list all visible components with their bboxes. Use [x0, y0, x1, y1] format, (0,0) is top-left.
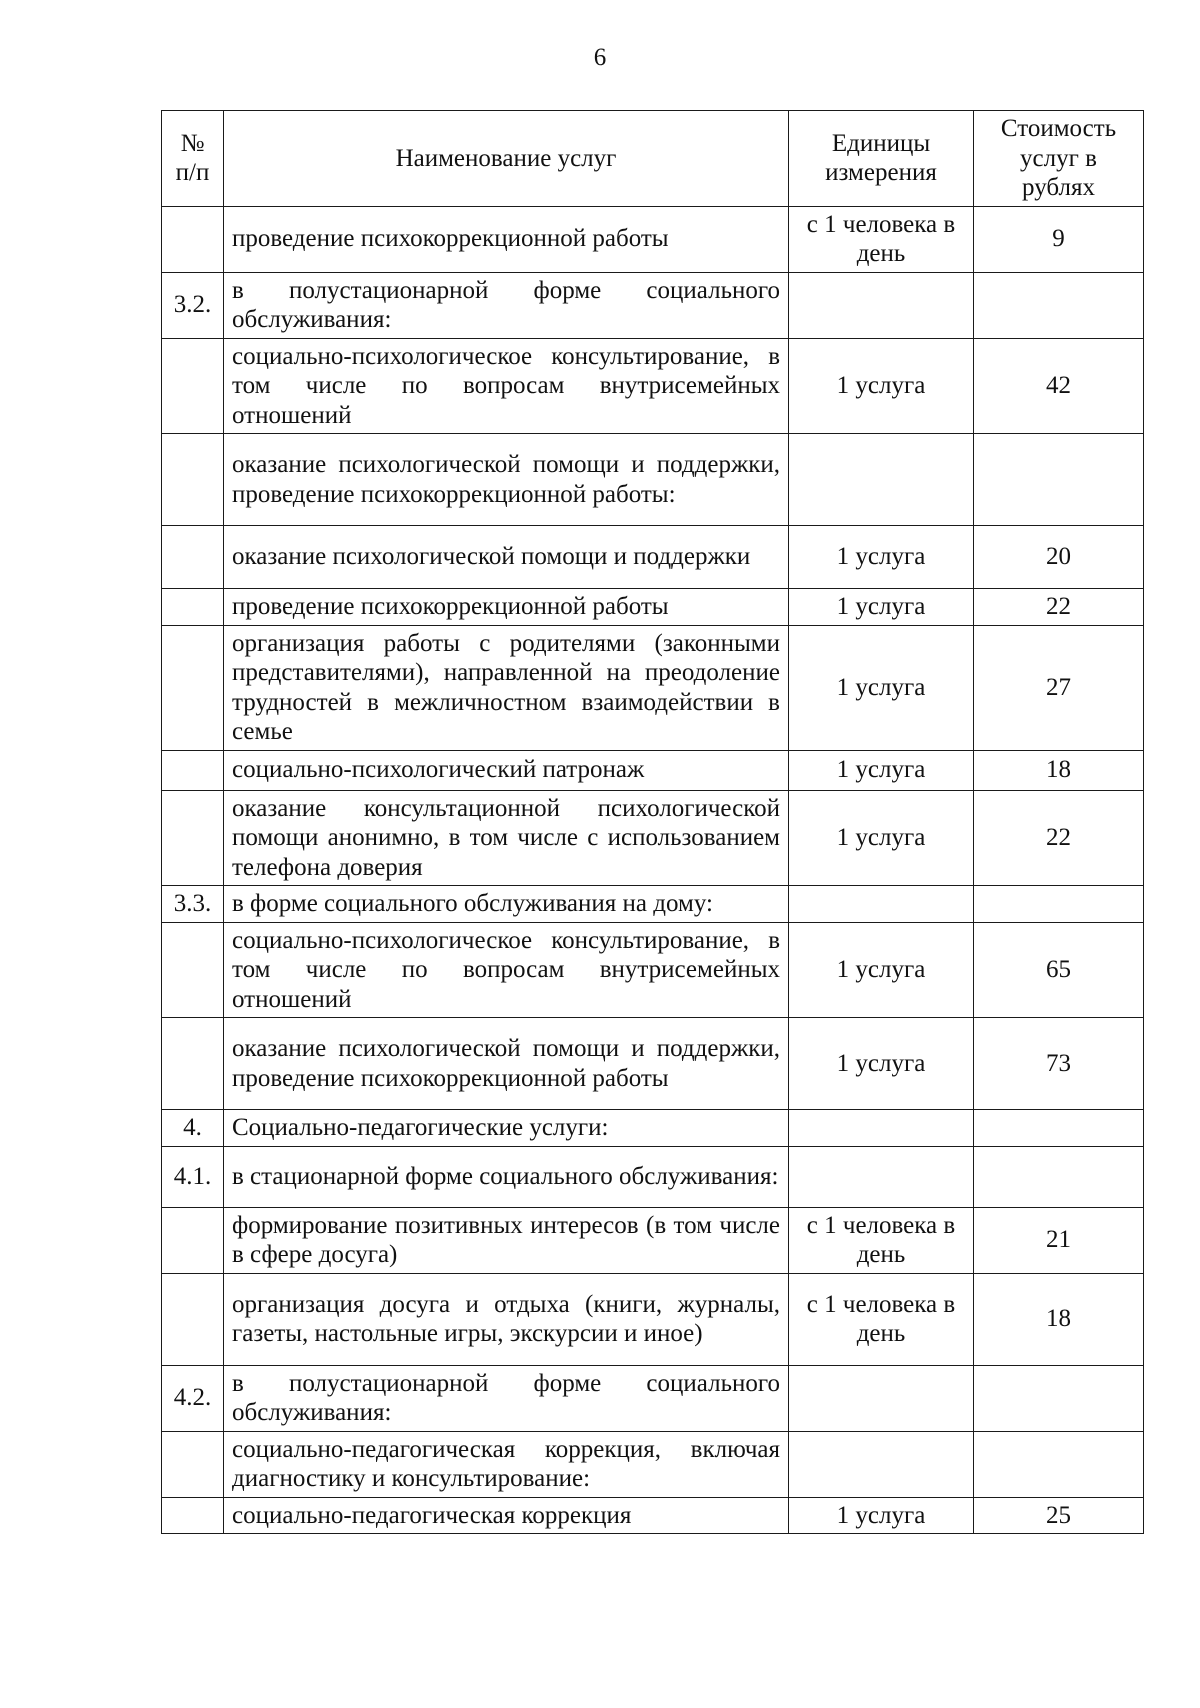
- unit-cell: с 1 человека в день: [789, 206, 974, 272]
- unit-cell: с 1 человека в день: [789, 1207, 974, 1273]
- table-row: [162, 1207, 1144, 1273]
- service-name-cell: оказание психологической помощи и поддержки, проведение психокоррекционной работы: [224, 1018, 789, 1110]
- cost-cell: [974, 272, 1144, 338]
- page-number: 6: [593, 44, 607, 71]
- cost-cell: 42: [974, 338, 1144, 434]
- unit-cell: [789, 1146, 974, 1207]
- service-name-cell: социально-педагогическая коррекция, включая диагностику и консультирование:: [224, 1431, 789, 1497]
- cost-cell: [974, 1431, 1144, 1497]
- row-number-cell: [162, 338, 224, 434]
- header-cost: Стоимость услуг в рублях: [974, 111, 1144, 207]
- cost-cell: 22: [974, 589, 1144, 626]
- table-row: [162, 1365, 1144, 1431]
- table-row: [162, 434, 1144, 526]
- unit-cell: 1 услуга: [789, 526, 974, 589]
- service-name-cell: социально-психологический патронаж: [224, 750, 789, 790]
- cost-cell: 20: [974, 526, 1144, 589]
- unit-cell: [789, 272, 974, 338]
- cost-cell: [974, 1146, 1144, 1207]
- row-number-cell: [162, 589, 224, 626]
- header-row: [162, 111, 1144, 207]
- row-number-cell: [162, 1273, 224, 1365]
- row-number-cell: [162, 1497, 224, 1534]
- service-name-cell: в полустационарной форме социального обслуживания:: [224, 1365, 789, 1431]
- row-number-cell: [162, 206, 224, 272]
- table-row: [162, 526, 1144, 589]
- table-row: [162, 272, 1144, 338]
- table-row: [162, 1497, 1144, 1534]
- row-number-cell: 3.3.: [162, 886, 224, 923]
- header-service-name: Наименование услуг: [224, 111, 789, 207]
- service-name-cell: социально-педагогическая коррекция: [224, 1497, 789, 1534]
- services-price-table: [161, 110, 1144, 1534]
- unit-cell: 1 услуга: [789, 589, 974, 626]
- cost-cell: 18: [974, 750, 1144, 790]
- cost-cell: 65: [974, 922, 1144, 1018]
- table-row: [162, 1146, 1144, 1207]
- row-number-cell: [162, 1018, 224, 1110]
- table-row: [162, 922, 1144, 1018]
- unit-cell: [789, 1110, 974, 1147]
- service-name-cell: в форме социального обслуживания на дому:: [224, 886, 789, 923]
- table-row: [162, 790, 1144, 886]
- service-name-cell: организация работы с родителями (законными представителями), направленной на преодоление трудностей в межличностном взаимодействии в семье: [224, 625, 789, 750]
- table-row: [162, 886, 1144, 923]
- service-name-cell: в стационарной форме социального обслуживания:: [224, 1146, 789, 1207]
- cost-cell: [974, 1365, 1144, 1431]
- cost-cell: [974, 1110, 1144, 1147]
- unit-cell: 1 услуга: [789, 625, 974, 750]
- cost-cell: 22: [974, 790, 1144, 886]
- cost-cell: [974, 434, 1144, 526]
- unit-cell: [789, 1365, 974, 1431]
- row-number-cell: [162, 790, 224, 886]
- service-name-cell: оказание психологической помощи и поддержки: [224, 526, 789, 589]
- unit-cell: [789, 1431, 974, 1497]
- row-number-cell: [162, 750, 224, 790]
- row-number-cell: 4.1.: [162, 1146, 224, 1207]
- service-name-cell: формирование позитивных интересов (в том числе в сфере досуга): [224, 1207, 789, 1273]
- service-name-cell: социально-психологическое консультирование, в том числе по вопросам внутрисемейных отношений: [224, 338, 789, 434]
- service-name-cell: Социально-педагогические услуги:: [224, 1110, 789, 1147]
- service-name-cell: организация досуга и отдыха (книги, журналы, газеты, настольные игры, экскурсии и иное): [224, 1273, 789, 1365]
- unit-cell: 1 услуга: [789, 790, 974, 886]
- row-number-cell: [162, 922, 224, 1018]
- table-row: [162, 589, 1144, 626]
- service-name-cell: проведение психокоррекционной работы: [224, 589, 789, 626]
- cost-cell: 21: [974, 1207, 1144, 1273]
- row-number-cell: 4.: [162, 1110, 224, 1147]
- cost-cell: 25: [974, 1497, 1144, 1534]
- service-name-cell: оказание консультационной психологической помощи анонимно, в том числе с использованием телефона доверия: [224, 790, 789, 886]
- unit-cell: 1 услуга: [789, 338, 974, 434]
- cost-cell: 27: [974, 625, 1144, 750]
- service-name-cell: социально-психологическое консультирование, в том числе по вопросам внутрисемейных отношений: [224, 922, 789, 1018]
- service-name-cell: в полустационарной форме социального обслуживания:: [224, 272, 789, 338]
- table-row: [162, 1273, 1144, 1365]
- table-row: [162, 206, 1144, 272]
- unit-cell: 1 услуга: [789, 1018, 974, 1110]
- table-row: [162, 1018, 1144, 1110]
- row-number-cell: 4.2.: [162, 1365, 224, 1431]
- cost-cell: 18: [974, 1273, 1144, 1365]
- row-number-cell: [162, 625, 224, 750]
- row-number-cell: [162, 526, 224, 589]
- table-row: [162, 338, 1144, 434]
- service-name-cell: оказание психологической помощи и поддержки, проведение психокоррекционной работы:: [224, 434, 789, 526]
- unit-cell: с 1 человека в день: [789, 1273, 974, 1365]
- row-number-cell: [162, 1431, 224, 1497]
- unit-cell: [789, 886, 974, 923]
- unit-cell: 1 услуга: [789, 750, 974, 790]
- row-number-cell: [162, 434, 224, 526]
- table-row: [162, 1431, 1144, 1497]
- cost-cell: 73: [974, 1018, 1144, 1110]
- table-row: [162, 750, 1144, 790]
- unit-cell: 1 услуга: [789, 922, 974, 1018]
- row-number-cell: [162, 1207, 224, 1273]
- row-number-cell: 3.2.: [162, 272, 224, 338]
- table-row: [162, 625, 1144, 750]
- cost-cell: [974, 886, 1144, 923]
- cost-cell: 9: [974, 206, 1144, 272]
- table-row: [162, 1110, 1144, 1147]
- header-number: № п/п: [162, 111, 224, 207]
- header-unit: Единицы измерения: [789, 111, 974, 207]
- table-body: [162, 206, 1144, 1534]
- service-name-cell: проведение психокоррекционной работы: [224, 206, 789, 272]
- table-header: [162, 111, 1144, 207]
- unit-cell: [789, 434, 974, 526]
- unit-cell: 1 услуга: [789, 1497, 974, 1534]
